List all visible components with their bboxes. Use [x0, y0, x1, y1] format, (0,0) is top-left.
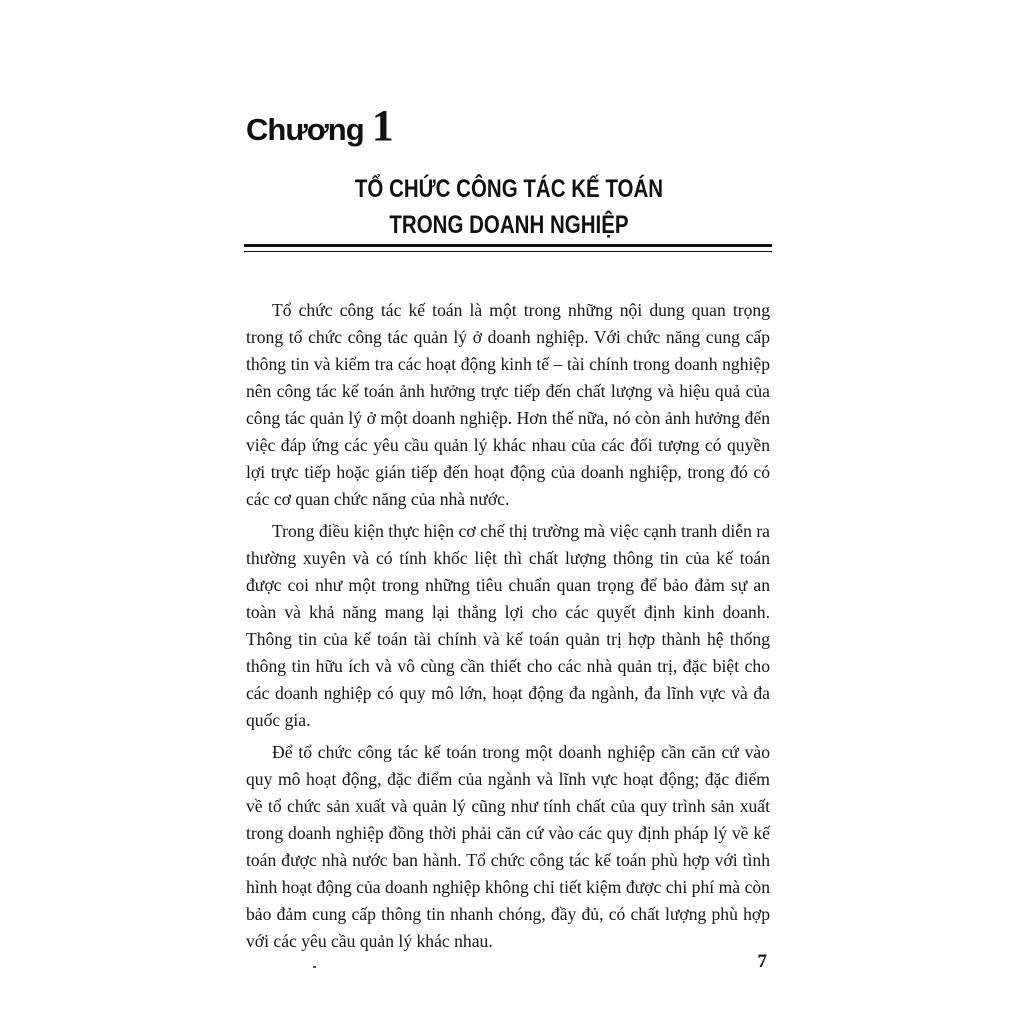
title-divider-thin [244, 251, 772, 252]
chapter-label: Chương [246, 112, 364, 147]
paragraph-1: Tổ chức công tác kế toán là một trong những nội dung quan trọng trong tổ chức công tác quản lý ở doanh nghiệp. Với chức năng cung cấp thông tin và kiểm tra các hoạt động kinh tế – tài chính trong doanh nghiệp nên công tác kế toán ảnh hưởng trực tiếp đến chất lượng và hiệu quả của công tác quản lý ở một doanh nghiệp. Hơn thế nữa, nó còn ảnh hưởng đến việc đáp ứng các yêu cầu quản lý khác nhau của các đối tượng có quyền lợi trực tiếp hoặc gián tiếp đến hoạt động của doanh nghiệp, trong đó có các cơ quan chức năng của nhà nước. [246, 300, 770, 509]
print-speck [313, 966, 316, 968]
paragraph-2: Trong điều kiện thực hiện cơ chế thị trường mà việc cạnh tranh diễn ra thường xuyên và có tính khốc liệt thì chất lượng thông tin của kế toán được coi như một trong những tiêu chuẩn quan trọng để bảo đảm sự an toàn và khả năng mang lại thắng lợi cho các quyết định kinh doanh. Thông tin của kế toán tài chính và kế toán quản trị hợp thành hệ thống thông tin hữu ích và vô cùng cần thiết cho các nhà quản trị, đặc biệt cho các doanh nghiệp có quy mô lớn, hoạt động đa ngành, đa lĩnh vực và đa quốc gia. [246, 521, 770, 730]
body-text [246, 297, 770, 960]
chapter-title-line-2: TRONG DOANH NGHIỆP [389, 211, 629, 239]
title-divider-thick [244, 244, 772, 247]
chapter-title-line-1: TỔ CHỨC CÔNG TÁC KẾ TOÁN [354, 175, 664, 203]
page-number: 7 [757, 951, 767, 972]
paragraph-3: Để tổ chức công tác kế toán trong một doanh nghiệp cần căn cứ vào quy mô hoạt động, đặc điểm của ngành và lĩnh vực hoạt động; đặc điểm về tổ chức sản xuất và quản lý cũng như tính chất của quy trình sản xuất trong doanh nghiệp đồng thời phải căn cứ vào các quy định pháp lý về kế toán được nhà nước ban hành. Tổ chức công tác kế toán phù hợp với tình hình hoạt động của doanh nghiệp không chỉ tiết kiệm được chi phí mà còn bảo đảm cung cấp thông tin nhanh chóng, đầy đủ, có chất lượng phù hợp với các yêu cầu quản lý khác nhau. [246, 742, 770, 951]
chapter-number: 1 [371, 101, 394, 150]
chapter-heading [246, 100, 394, 151]
